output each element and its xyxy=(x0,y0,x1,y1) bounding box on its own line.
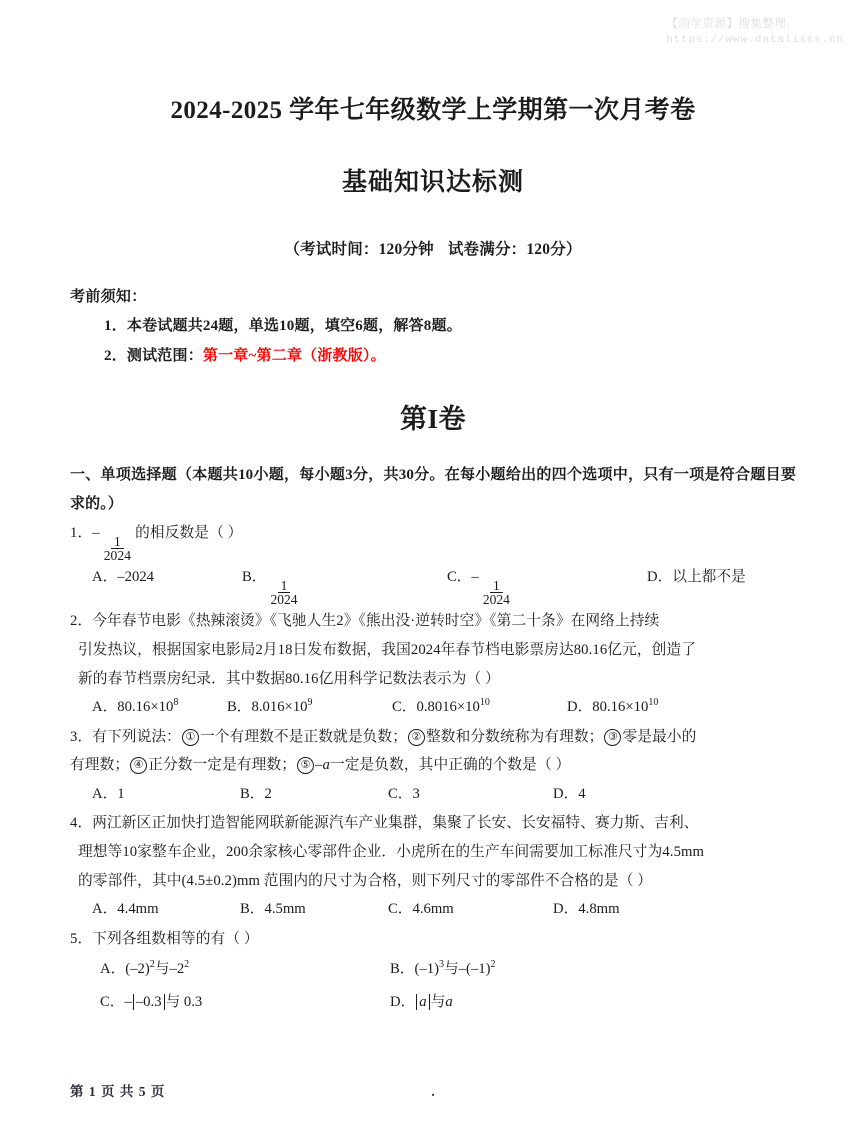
option-conjunction: 与 xyxy=(430,994,446,1011)
question-3-claim-5: 一定是负数，其中正确的个数是（ ） xyxy=(329,757,571,774)
question-3-claim-3b: 有理数； xyxy=(70,757,130,774)
option-label: B． xyxy=(240,901,265,918)
question-1-option-c[interactable]: C．– $\frac{1}{2024}$ xyxy=(447,563,647,607)
fraction-denominator: 2024 xyxy=(482,592,510,608)
question-5-options-row-2 xyxy=(70,986,796,1019)
option-label: A． xyxy=(100,961,126,978)
question-3-option-a[interactable] xyxy=(92,780,240,809)
fraction-numerator: 1 xyxy=(111,535,124,550)
circled-number-2: ② xyxy=(408,729,425,746)
section-intro: 一、单项选择题（本题共10小题，每小题3分，共30分。在每小题给出的四个选项中，只有一项是符合题目要求的。） xyxy=(70,466,796,512)
option-text: 1 xyxy=(117,785,125,802)
option-right-base: –2 xyxy=(169,961,185,978)
option-right-value: 0.3 xyxy=(183,994,203,1011)
option-label: B． xyxy=(227,699,252,716)
question-2-option-b[interactable] xyxy=(227,693,392,722)
question-4-options xyxy=(70,895,796,924)
notice-block xyxy=(70,259,796,371)
question-4-option-c[interactable] xyxy=(388,895,553,924)
option-exponent: 10 xyxy=(648,697,659,709)
question-4-stem-line-2: 理想等10家整车企业，200余家核心零部件企业．小虎所在的生产车间需要加工标准尺寸为4.5mm xyxy=(78,843,705,860)
option-label: B． xyxy=(240,785,265,802)
option-label: C． xyxy=(100,994,125,1011)
notice-item-1: 1．本卷试题共24题，单选10题，填空6题，解答8题。 xyxy=(104,318,462,335)
question-3-neg-a: –a xyxy=(315,757,330,774)
fraction-numerator: 1 xyxy=(278,579,291,594)
question-4-option-b[interactable] xyxy=(240,895,388,924)
page-title: 2024-2025 学年七年级数学上学期第一次月考卷 xyxy=(170,97,696,124)
question-5-option-d[interactable] xyxy=(390,986,453,1019)
option-exponent: 9 xyxy=(307,697,313,709)
question-5-option-b[interactable] xyxy=(390,953,496,986)
option-left-base: (–2) xyxy=(125,961,150,978)
question-5-options-row-1 xyxy=(70,953,796,986)
question-4 xyxy=(70,809,796,924)
absolute-value-expression: a xyxy=(416,994,429,1010)
option-label: C． xyxy=(447,569,472,586)
exam-meta xyxy=(70,198,796,259)
question-4-tolerance-expression: (4.5±0.2) xyxy=(181,872,237,889)
option-label: C． xyxy=(392,699,417,716)
option-label: A． xyxy=(92,699,118,716)
option-conjunction: 与 xyxy=(154,961,170,978)
option-left-exponent: 3 xyxy=(438,959,444,971)
absolute-value-expression: –0.3 xyxy=(133,994,165,1010)
question-2 xyxy=(70,607,796,722)
option-fraction xyxy=(267,579,300,608)
question-3-claim-3a: 零是最小的 xyxy=(622,728,697,745)
option-text: 4.6mm xyxy=(412,901,454,918)
question-4-stem-line-1: 4．两江新区正加快打造智能网联新能源汽车产业集群，集聚了长安、长安福特、赛力斯、吉利、 xyxy=(70,815,699,832)
footer-center-mark: . xyxy=(431,1084,435,1099)
question-1-options xyxy=(70,563,796,607)
option-text: 4.8mm xyxy=(578,901,620,918)
option-conjunction: 与 xyxy=(165,994,181,1011)
question-3-options xyxy=(70,780,796,809)
option-right-exponent: 2 xyxy=(490,959,496,971)
option-label: D． xyxy=(553,785,579,802)
page-subtitle: 基础知识达标测 xyxy=(341,169,524,196)
option-text: 80.16×10 xyxy=(117,699,174,716)
question-5-option-c[interactable] xyxy=(100,986,390,1019)
option-right-base: –(–1) xyxy=(458,961,491,978)
option-text: 4.4mm xyxy=(117,901,159,918)
option-exponent: 10 xyxy=(479,697,490,709)
question-1 xyxy=(70,519,796,607)
question-2-stem-line-3: 新的春节档票房纪录．其中数据80.16亿用科学记数法表示为（ ） xyxy=(78,670,500,687)
option-text: 4.5mm xyxy=(264,901,306,918)
volume-heading: 第I卷 xyxy=(399,403,466,434)
option-label: A． xyxy=(92,785,118,802)
question-1-option-d[interactable] xyxy=(647,563,746,607)
option-label: B． xyxy=(390,961,415,978)
circled-number-3: ③ xyxy=(604,729,621,746)
question-4-line3-lead: 的零部件，其中 xyxy=(78,872,182,889)
option-text: 3 xyxy=(412,785,420,802)
circled-number-4: ④ xyxy=(130,757,147,774)
question-3 xyxy=(70,723,796,810)
question-4-stem-line-3 xyxy=(70,867,796,896)
option-text: –2024 xyxy=(117,569,155,586)
question-1-fraction xyxy=(101,535,134,564)
watermark-url: https://www.datalists.cn xyxy=(666,33,844,46)
question-4-option-d[interactable] xyxy=(553,895,620,924)
question-3-stem-line-1 xyxy=(70,723,796,752)
question-1-stem-tail: 的相反数是（ ） xyxy=(135,525,243,542)
question-3-option-b[interactable] xyxy=(240,780,388,809)
option-text: 4 xyxy=(578,785,586,802)
option-fraction xyxy=(480,579,513,608)
option-label: D． xyxy=(647,569,673,586)
question-3-option-d[interactable] xyxy=(553,780,586,809)
notice-range-value: 第一章~第二章（浙教版）。 xyxy=(202,347,386,364)
question-3-lead: 3．有下列说法： xyxy=(70,728,181,745)
circled-number-5: ⑤ xyxy=(297,757,314,774)
question-5 xyxy=(70,925,796,1020)
option-text: 8.016×10 xyxy=(251,699,308,716)
question-5-stem: 5．下列各组数相等的有（ ） xyxy=(70,930,259,947)
exam-time-label: （考试时间：120分钟 xyxy=(284,241,434,258)
option-right-value: a xyxy=(445,994,453,1011)
circled-number-1: ① xyxy=(182,729,199,746)
question-5-option-a[interactable] xyxy=(100,953,390,986)
question-2-stem-line-2: 引发热议，根据国家电影局2月18日发布数据，我国2024年春节档电影票房达80.16亿元，创造了 xyxy=(78,641,697,658)
question-2-options xyxy=(70,693,796,722)
question-1-stem: 1．– $\frac{1}{2024}$ 的相反数是（ ） xyxy=(70,525,243,564)
option-left-base: (–1) xyxy=(414,961,439,978)
question-3-claim-4: 正分数一定是有理数； xyxy=(148,757,297,774)
notice-range-prefix: 2．测试范围： xyxy=(104,347,203,364)
option-text: 80.16×10 xyxy=(592,699,649,716)
watermark-source-text: 【尚学资源】搜集整理. xyxy=(666,18,791,30)
question-4-line3-tail: mm 范围内的尺寸为合格，则下列尺寸的零部件不合格的是（ ） xyxy=(236,872,653,889)
option-label: D． xyxy=(390,994,416,1011)
question-2-option-c[interactable] xyxy=(392,693,567,722)
question-1-number: 1． xyxy=(70,525,93,542)
option-text: 以上都不是 xyxy=(672,569,746,586)
question-1-option-a[interactable] xyxy=(92,563,242,607)
question-2-option-a[interactable] xyxy=(92,693,227,722)
question-3-claim-2: 整数和分数统称为有理数； xyxy=(426,728,604,745)
question-3-stem-line-2 xyxy=(70,751,796,780)
option-text: 0.8016×10 xyxy=(416,699,480,716)
watermark xyxy=(666,16,844,48)
option-label: D． xyxy=(553,901,579,918)
option-text: 2 xyxy=(264,785,272,802)
notice-item-2 xyxy=(70,342,796,371)
option-left-exponent: 2 xyxy=(149,959,155,971)
option-left-sign: – xyxy=(124,994,132,1011)
option-label: C． xyxy=(388,785,413,802)
option-label: B． xyxy=(242,569,267,586)
question-3-option-c[interactable] xyxy=(388,780,553,809)
option-conjunction: 与 xyxy=(443,961,459,978)
exam-score-label: 试卷满分：120分） xyxy=(447,241,582,258)
question-3-claim-1: 一个有理数不是正数就是负数； xyxy=(199,728,407,745)
question-1-option-b[interactable] xyxy=(242,563,447,607)
notice-title: 考前须知： xyxy=(70,289,147,305)
question-2-option-d[interactable] xyxy=(567,693,658,722)
fraction-denominator: 2024 xyxy=(103,548,132,564)
option-label: A． xyxy=(92,569,118,586)
option-label: D． xyxy=(567,699,593,716)
fraction-denominator: 2024 xyxy=(270,592,298,608)
option-label: A． xyxy=(92,901,118,918)
fraction-numerator: 1 xyxy=(490,579,503,594)
option-exponent: 8 xyxy=(173,697,179,709)
option-label: C． xyxy=(388,901,413,918)
option-right-exponent: 2 xyxy=(184,959,190,971)
question-4-option-a[interactable] xyxy=(92,895,240,924)
question-2-stem-line-1: 2．今年春节电影《热辣滚烫》《飞驰人生2》《熊出没·逆转时空》《第二十条》在网络上持续 xyxy=(70,613,660,630)
footer-page-indicator: 第 1 页 共 5 页 xyxy=(70,1084,166,1099)
